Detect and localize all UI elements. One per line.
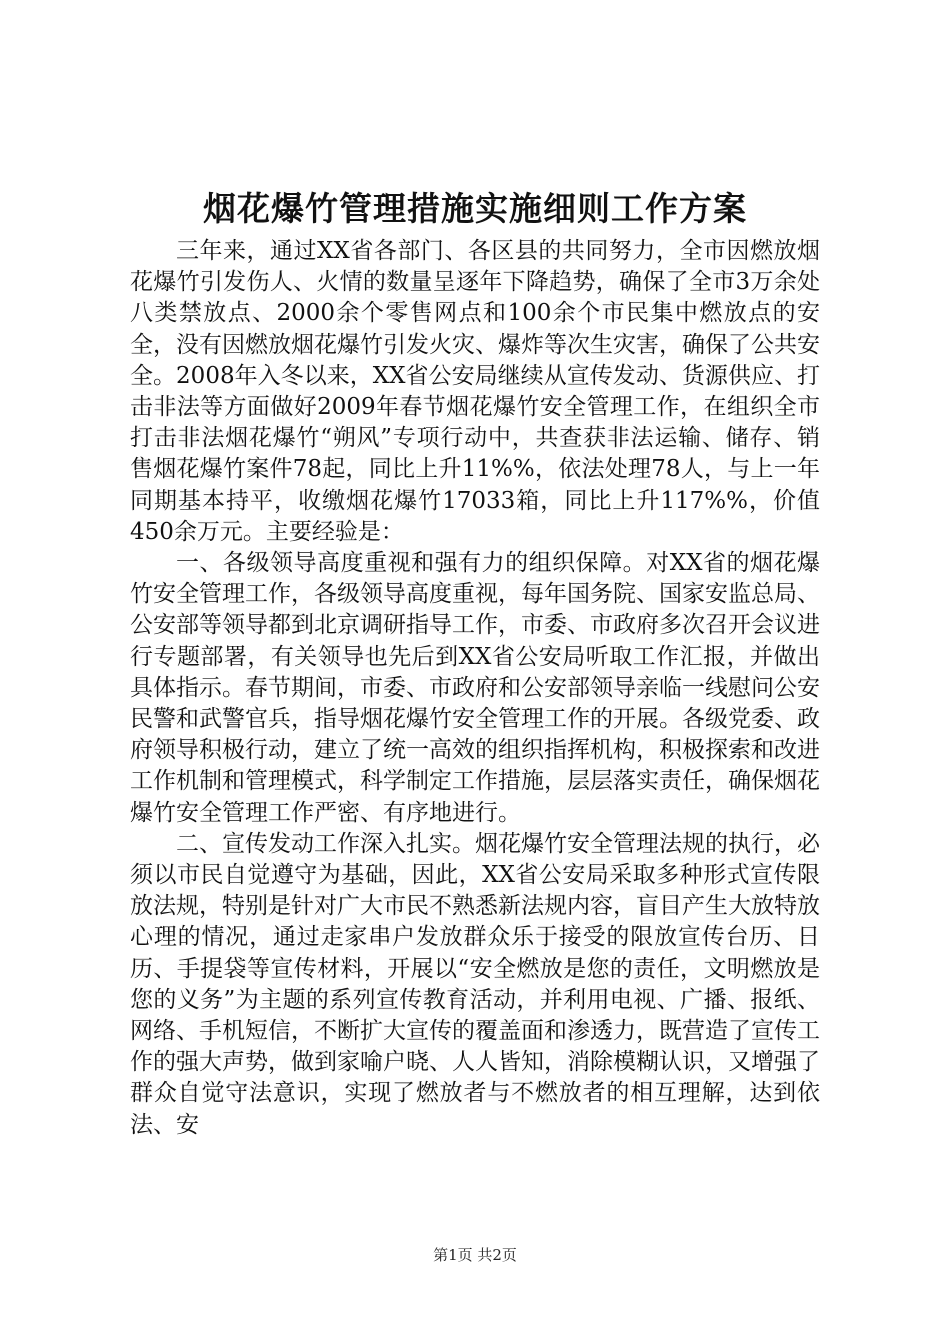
page-footer: 第1页 共2页 [433,1246,517,1264]
document-body [130,236,820,1141]
paragraph-intro: 三年来，通过XX省各部门、各区县的共同努力，全市因燃放烟花爆竹引发伤人、火情的数量呈逐年下降趋势，确保了全市3万余处八类禁放点、2000余个零售网点和100余个市民集中燃放点的安全，没有因燃放烟花爆竹引发火灾、爆炸等次生灾害，确保了公共安全。2008年入冬以来，XX省公安局继续从宣传发动、货源供应、打击非法等方面做好2009年春节烟花爆竹安全管理工作，在组织全市打击非法烟花爆竹“朔风”专项行动中，共查获非法运输、储存、销售烟花爆竹案件78起，同比上升11%%，依法处理78人，与上一年同期基本持平，收缴烟花爆竹17033箱，同比上升117%%，价值450余万元。主要经验是： [130,238,820,545]
paragraph-leadership: 一、各级领导高度重视和强有力的组织保障。对XX省的烟花爆竹安全管理工作，各级领导高度重视，每年国务院、国家安监总局、公安部等领导都到北京调研指导工作，市委、市政府多次召开会议进行专题部署，有关领导也先后到XX省公安局听取工作汇报，并做出具体指示。春节期间，市委、市政府和公安部领导亲临一线慰问公安民警和武警官兵，指导烟花爆竹安全管理工作的开展。各级党委、政府领导积极行动，建立了统一高效的组织指挥机构，积极探索和改进工作机制和管理模式，科学制定工作措施，层层落实责任，确保烟花爆竹安全管理工作严密、有序地进行。 [130,550,820,826]
document-title: 烟花爆竹管理措施实施细则工作方案 [203,189,747,228]
paragraph-publicity: 二、宣传发动工作深入扎实。烟花爆竹安全管理法规的执行，必须以市民自觉遵守为基础，因此，XX省公安局采取多种形式宣传限放法规，特别是针对广大市民不熟悉新法规内容，盲目产生大放特放心理的情况，通过走家串户发放群众乐于接受的限放宣传台历、日历、手提袋等宣传材料，开展以“安全燃放是您的责任，文明燃放是您的义务”为主题的系列宣传教育活动，并利用电视、广播、报纸、网络、手机短信，不断扩大宣传的覆盖面和渗透力，既营造了宣传工作的强大声势，做到家喻户晓、人人皆知，消除模糊认识，又增强了群众自觉守法意识，实现了燃放者与不燃放者的相互理解，达到依法、安 [130,830,820,1138]
